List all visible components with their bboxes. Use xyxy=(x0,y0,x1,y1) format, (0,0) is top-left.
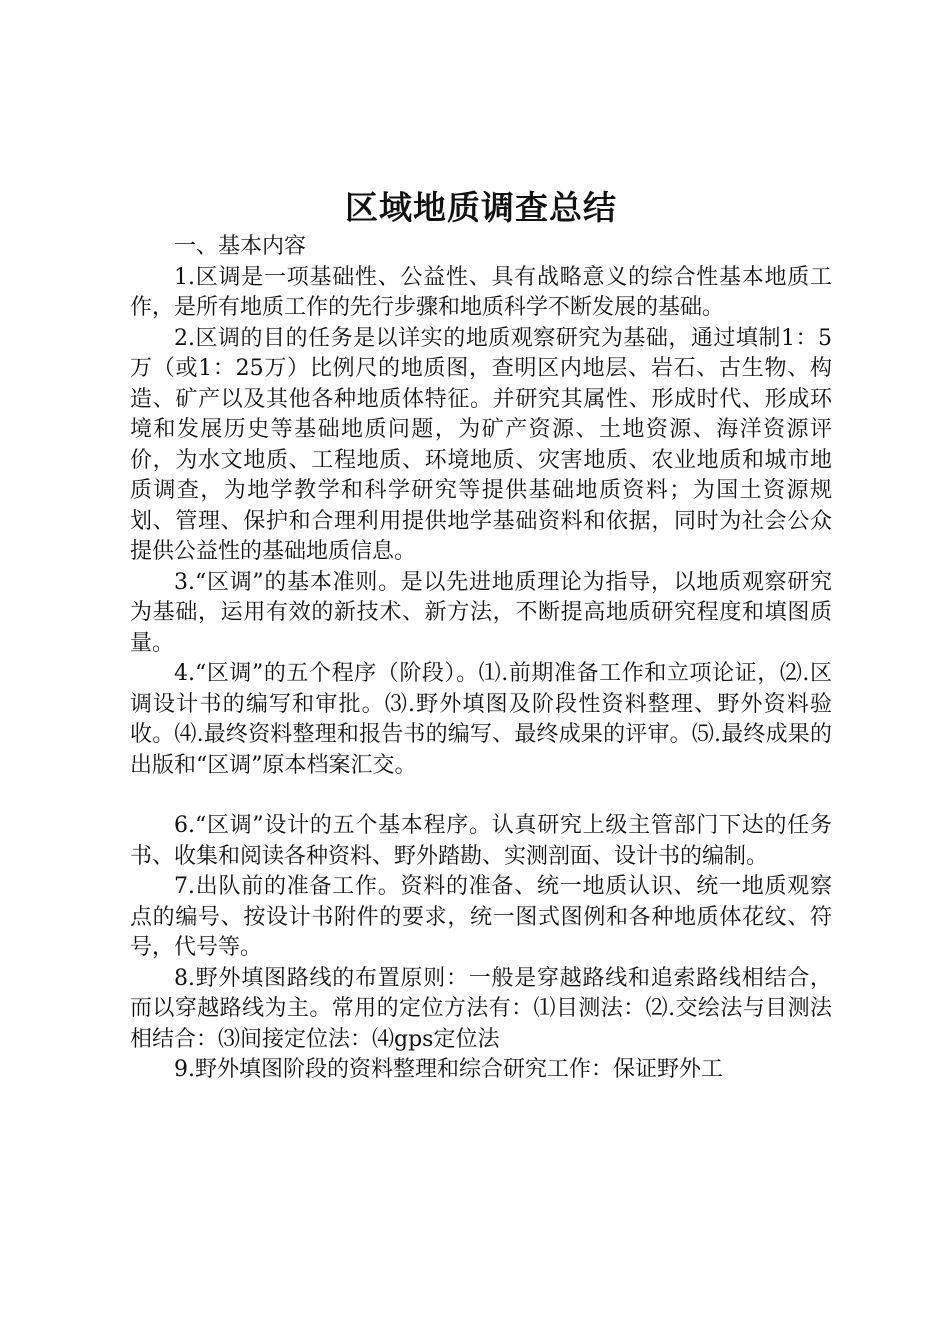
paragraph-6: 6.“区调”设计的五个基本程序。认真研究上级主管部门下达的任务书、收集和阅读各种资料、野外踏勘、实测剖面、设计书的编制。 xyxy=(130,813,832,869)
section-heading: 一、基本内容 xyxy=(174,234,307,259)
paragraph-2: 2.区调的目的任务是以详实的地质观察研究为基础，通过填制1：5万（或1：25万）比例尺的地质图，查明区内地层、岩石、古生物、构造、矿产以及其他各种地质体特征。并研究其属性、形成时代、形成环境和发展历史等基础地质问题，为矿产资源、土地资源、海洋资源评价，为水文地质、工程地质、环境地质、灾害地质、农业地质和城市地质调查，为地学教学和科学研究等提供基础地质资料；为国土资源规划、管理、保护和合理利用提供地学基础资料和依据，同时为社会公众提供公益性的基础地质信息。 xyxy=(130,325,832,564)
paragraph-8: 8.野外填图路线的布置原则：一般是穿越路线和追索路线相结合，而以穿越路线为主。常用的定位方法有：⑴目测法：⑵.交绘法与目测法相结合：⑶间接定位法：⑷gps定位法 xyxy=(130,965,832,1052)
paragraph-3: 3.“区调”的基本准则。是以先进地质理论为指导，以地质观察研究为基础，运用有效的新技术、新方法，不断提高地质研究程度和填图质量。 xyxy=(130,569,832,656)
paragraph-1: 1.区调是一项基础性、公益性、具有战略意义的综合性基本地质工作，是所有地质工作的先行步骤和地质科学不断发展的基础。 xyxy=(130,264,832,320)
document-title: 区域地质调查总结 xyxy=(345,188,617,227)
document-page xyxy=(130,186,832,1086)
blank-line xyxy=(130,781,832,811)
paragraph-9: 9.野外填图阶段的资料整理和综合研究工作：保证野外工 xyxy=(174,1057,723,1082)
paragraph-7: 7.出队前的准备工作。资料的准备、统一地质认识、统一地质观察点的编号、按设计书附件的要求，统一图式图例和各种地质体花纹、符号，代号等。 xyxy=(130,874,832,960)
paragraph-4: 4.“区调”的五个程序（阶段）。⑴.前期准备工作和立项论证，⑵.区调设计书的编写和审批。⑶.野外填图及阶段性资料整理、野外资料验收。⑷.最终资料整理和报告书的编写、最终成果的评审。⑸.最终成果的出版和“区调”原本档案汇交。 xyxy=(130,661,832,778)
